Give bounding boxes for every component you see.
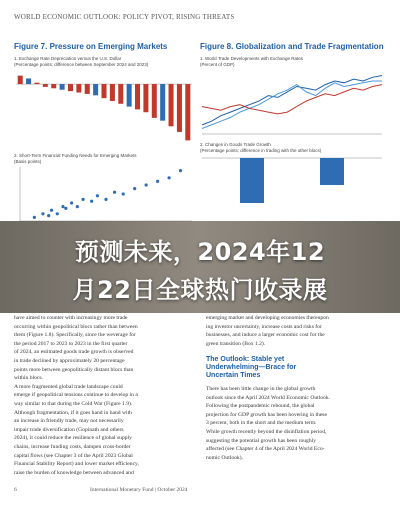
scatter-point bbox=[96, 194, 99, 197]
scatter-point bbox=[179, 169, 182, 172]
bar bbox=[26, 78, 31, 84]
body-right-top-lines bbox=[206, 314, 386, 348]
figure-8-line-svg bbox=[202, 70, 382, 134]
body-line: projection for GDP growth has been hovering in these bbox=[206, 411, 327, 418]
bar bbox=[169, 84, 174, 126]
bar bbox=[177, 84, 182, 132]
body-line: points more between geopolitically distant blocs than bbox=[14, 366, 134, 373]
bar bbox=[152, 84, 157, 118]
scatter-point bbox=[104, 198, 107, 201]
body-line: suggesting the potential growth has been roughly bbox=[206, 437, 316, 444]
scatter-point bbox=[81, 198, 84, 201]
figure-7-panel-2-subtitle: (Basis points) bbox=[14, 159, 42, 164]
body-text-right-top bbox=[206, 314, 386, 348]
body-line: ing investor uncertainty, increase costs and risks for bbox=[206, 323, 322, 330]
scatter-point bbox=[47, 214, 50, 217]
body-text-left bbox=[14, 314, 200, 477]
section-heading-line-2: Underwhelming—Brace for bbox=[206, 364, 297, 371]
body-line: 3 percent, both in the short and the medium term. bbox=[206, 420, 317, 427]
section-heading bbox=[206, 356, 296, 380]
scatter-point bbox=[41, 212, 44, 215]
bar bbox=[118, 84, 123, 104]
bar bbox=[68, 84, 73, 91]
figure-7-bar-svg bbox=[16, 70, 192, 146]
scatter-point bbox=[133, 187, 136, 190]
bar bbox=[43, 84, 48, 87]
figure-7-panel-2-label: 2. Short-Term Financial Funding Needs for Emerging Markets bbox=[14, 153, 137, 158]
body-line: in trade declined by approximately 20 percentage bbox=[14, 357, 125, 364]
body-line: There has been little change in the global growth bbox=[206, 386, 316, 392]
bar bbox=[320, 158, 344, 185]
body-line: emerging market and developing economies thereupon bbox=[206, 315, 329, 321]
scatter-point bbox=[61, 205, 64, 208]
body-line: While growth recently beyond the disinflation period, bbox=[206, 428, 327, 435]
body-line: capital flows (see Chapter 3 of the April 2023 Global bbox=[14, 452, 133, 459]
body-line: have aimed to counter with increasingy more trade bbox=[14, 315, 128, 321]
figure-8-bar-svg bbox=[202, 158, 382, 218]
scatter-point bbox=[122, 192, 125, 195]
figure-7-scatter-svg bbox=[20, 167, 192, 221]
body-line: 2024), it could reduce the resilience of global supply bbox=[14, 435, 132, 442]
body-line: Following the postpandemic rebound, the global bbox=[206, 403, 315, 410]
bar bbox=[34, 83, 39, 84]
bar bbox=[143, 84, 148, 112]
body-line: emerge if geopolitical tensions continue to develop in a bbox=[14, 392, 138, 399]
figure-8-line-chart bbox=[202, 70, 382, 134]
scatter-point bbox=[167, 176, 170, 179]
figure-8-panel-2-label: 2. Changes in Goods Trade Growth bbox=[200, 142, 271, 147]
body-line: within blocs. bbox=[14, 375, 43, 382]
body-line: an increase in friendly trade, may not necessarily bbox=[14, 418, 124, 425]
page-number: 6 bbox=[14, 487, 17, 493]
bar bbox=[76, 84, 81, 92]
figure-8-bar-chart bbox=[202, 158, 382, 218]
body-line: impair trade diversification (Gopinath and others bbox=[14, 426, 124, 433]
bar bbox=[85, 84, 90, 94]
figure-7-panel-1-subtitle: (Percentage points; difference between September 2024 and 2023) bbox=[14, 62, 149, 67]
body-line: nomic Outlook). bbox=[206, 454, 243, 461]
section-heading-line-3: Uncertain Times bbox=[206, 372, 261, 379]
scatter-point bbox=[156, 180, 159, 183]
overlay-banner bbox=[0, 221, 400, 313]
body-line: outlook since the April 2024 World Economic Outlook. bbox=[206, 394, 331, 401]
bar bbox=[101, 84, 106, 98]
body-line: way similar to that during the Cold War (Figure 1.9). bbox=[14, 400, 133, 407]
figure-7-title: Figure 7. Pressure on Emerging Markets bbox=[14, 42, 168, 51]
figure-7-scatter-chart bbox=[20, 167, 192, 221]
body-right-bottom-lines bbox=[206, 385, 386, 462]
body-line: green transition (Box 1.2). bbox=[206, 340, 266, 347]
bar bbox=[110, 84, 115, 101]
body-line: the period 2017 to 2023 to 2023 in the first quarter bbox=[14, 340, 128, 347]
banner-line-2: 月22日全球热门收录展 bbox=[72, 276, 328, 304]
figure-8-panel-1-subtitle: (Percent of GDP) bbox=[200, 62, 235, 67]
body-line: A more fragmented global trade landscape could bbox=[14, 383, 123, 390]
scatter-point bbox=[70, 201, 73, 204]
scatter-point bbox=[56, 212, 59, 215]
bar bbox=[240, 158, 264, 203]
body-line: them (Figure 1.8). Specifically, since the weverage for bbox=[14, 332, 136, 339]
body-line: occurring within geopolitical blocs rather than between bbox=[14, 323, 138, 330]
body-left-lines bbox=[14, 314, 200, 477]
running-head: WORLD ECONOMIC OUTLOOK: POLICY PIVOT, RISING THREATS bbox=[14, 13, 235, 21]
body-line: Although fragmentation, if it goes hand in hand with bbox=[14, 409, 132, 416]
figure-8-title: Figure 8. Globalization and Trade Fragmentation bbox=[200, 42, 384, 51]
body-line: businesses, and induce a larger economic cost for the bbox=[206, 332, 325, 339]
section-heading-line-1: The Outlook: Stable yet bbox=[206, 356, 285, 363]
figure-8-panel-1-label: 1. World Trade Developments with Exchange Rates bbox=[200, 56, 303, 61]
scatter-point bbox=[76, 205, 79, 208]
body-line: affected (see Chapter 4 of the April 2024 World Eco- bbox=[206, 446, 325, 453]
body-text-right-bottom bbox=[206, 385, 386, 462]
bar bbox=[60, 84, 65, 90]
scatter-point bbox=[113, 191, 116, 194]
body-line: raise the burden of knowledge between advanced and bbox=[14, 469, 134, 476]
scatter-point bbox=[145, 183, 148, 186]
banner-line-1: 预测未来，2024年12 bbox=[74, 238, 326, 266]
bar bbox=[127, 84, 132, 107]
figure-7-bar-chart bbox=[16, 70, 192, 146]
scatter-point bbox=[64, 207, 67, 210]
figure-7-panel-1-label: 1. Exchange Rate Depreciation versus the U.S. Dollar bbox=[14, 56, 122, 61]
scatter-point bbox=[50, 209, 53, 212]
footer-publisher: International Monetary Fund | October 2024 bbox=[90, 487, 188, 493]
body-line: Financial Stability Report) and lower market efficiency, bbox=[14, 461, 139, 468]
figure-8-panel-2-subtitle: (Percentage points; difference in trading with the other blocs) bbox=[200, 148, 322, 153]
scatter-point bbox=[90, 200, 93, 203]
bar bbox=[135, 84, 140, 109]
bar bbox=[18, 76, 23, 84]
bar bbox=[160, 84, 165, 121]
bar bbox=[185, 84, 190, 140]
series-line bbox=[202, 76, 382, 125]
body-line: chains, increase funding costs, dampen cross-border bbox=[14, 443, 131, 450]
bar bbox=[51, 84, 56, 88]
body-line: of 2024, an estimated goods trade growth is observed bbox=[14, 349, 134, 356]
scatter-point bbox=[33, 216, 36, 219]
bar bbox=[93, 84, 98, 95]
